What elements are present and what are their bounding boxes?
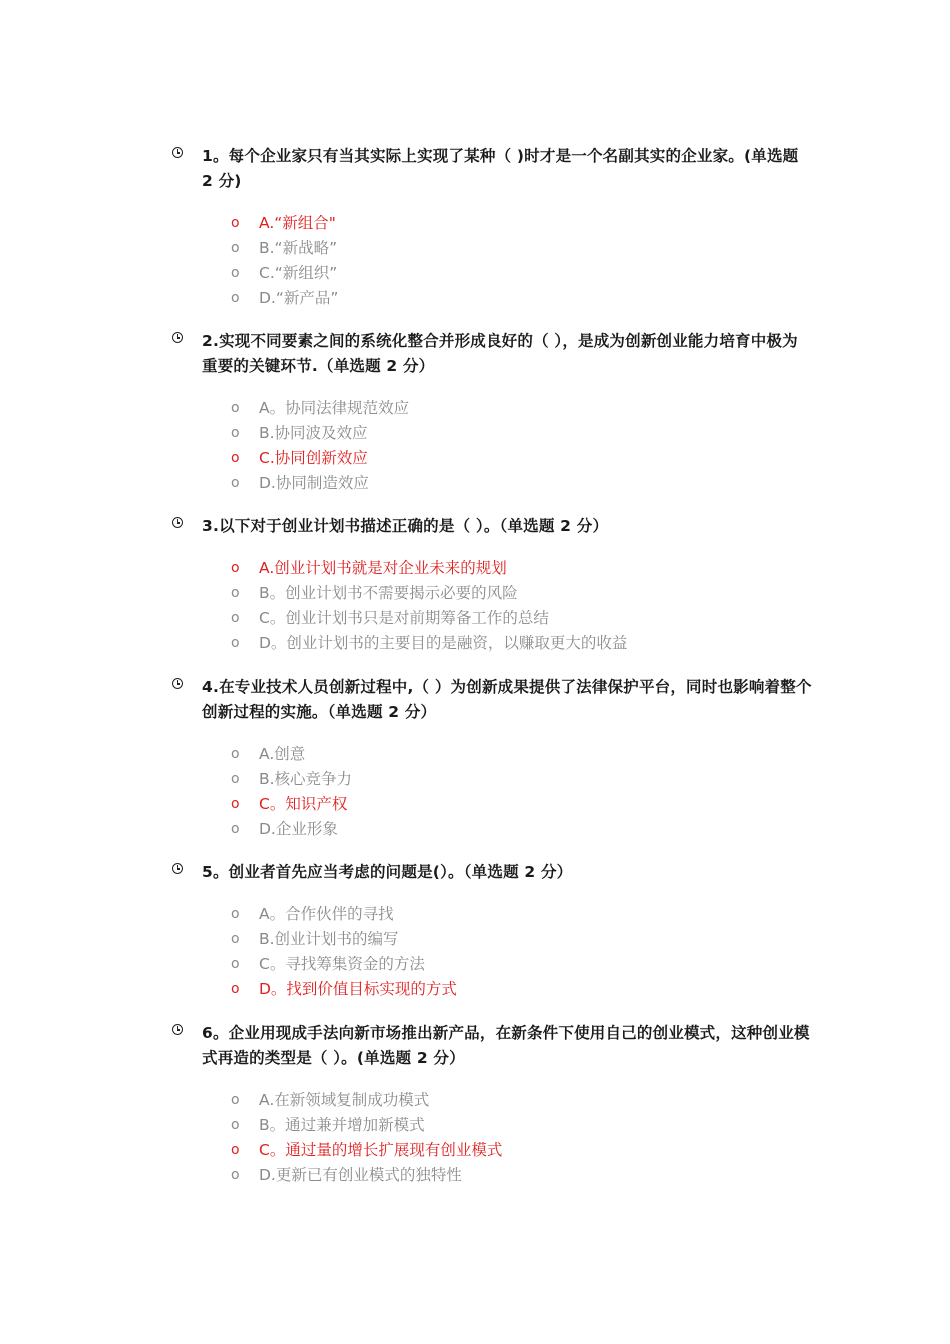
question-title: 4.在专业技术人员创新过程中,（ ）为创新成果提供了法律保护平台，同时也影响着整个创新过程的实施。（单选题 2 分） (202, 678, 812, 721)
question-title: 6。企业用现成手法向新市场推出新产品，在新条件下使用自己的创业模式，这种创业模式再造的类型是（ ）。(单选题 2 分） (202, 1024, 810, 1067)
option-label: A。合作伙伴的寻找 (259, 905, 394, 923)
bullet-icon: o (231, 906, 240, 922)
clock-icon (172, 147, 183, 158)
option-list (172, 902, 812, 1002)
option-c[interactable] (172, 446, 812, 471)
option-b[interactable] (172, 767, 812, 792)
option-c[interactable] (172, 1138, 812, 1163)
bullet-icon: o (231, 981, 240, 997)
option-c[interactable] (172, 952, 812, 977)
option-label: C。寻找筹集资金的方法 (259, 955, 425, 973)
option-label: B.“新战略” (259, 239, 338, 257)
option-list (172, 556, 812, 656)
question-header (172, 1021, 812, 1071)
bullet-icon: o (231, 450, 240, 466)
question-header (172, 860, 812, 885)
bullet-icon: o (231, 746, 240, 762)
bullet-icon: o (231, 290, 240, 306)
bullet-icon: o (231, 956, 240, 972)
question-title: 5。创业者首先应当考虑的问题是(）。（单选题 2 分） (202, 863, 573, 881)
option-label: B.创业计划书的编写 (259, 930, 399, 948)
clock-icon (172, 332, 183, 343)
question-6 (172, 1021, 812, 1188)
option-c[interactable] (172, 606, 812, 631)
option-label: A.创意 (259, 745, 306, 763)
option-b[interactable] (172, 581, 812, 606)
option-a[interactable] (172, 902, 812, 927)
option-label: A.“新组合" (259, 214, 336, 232)
question-header (172, 144, 812, 194)
option-label: B。创业计划书不需要揭示必要的风险 (259, 584, 518, 602)
option-label: D.协同制造效应 (259, 474, 369, 492)
option-d[interactable] (172, 817, 812, 842)
option-d[interactable] (172, 286, 812, 311)
option-a[interactable] (172, 396, 812, 421)
option-label: D.更新已有创业模式的独特性 (259, 1166, 462, 1184)
option-d[interactable] (172, 977, 812, 1002)
option-list (172, 211, 812, 311)
option-label: C。创业计划书只是对前期筹备工作的总结 (259, 609, 549, 627)
question-4 (172, 675, 812, 842)
bullet-icon: o (231, 771, 240, 787)
bullet-icon: o (231, 215, 240, 231)
question-header (172, 514, 812, 539)
option-c[interactable] (172, 261, 812, 286)
option-label: A.创业计划书就是对企业未来的规划 (259, 559, 507, 577)
bullet-icon: o (231, 585, 240, 601)
option-label: D。找到价值目标实现的方式 (259, 980, 457, 998)
clock-icon (172, 1024, 183, 1035)
option-b[interactable] (172, 927, 812, 952)
option-label: B.协同波及效应 (259, 424, 368, 442)
option-a[interactable] (172, 211, 812, 236)
option-b[interactable] (172, 236, 812, 261)
option-label: D.企业形象 (259, 820, 338, 838)
bullet-icon: o (231, 400, 240, 416)
bullet-icon: o (231, 1092, 240, 1108)
bullet-icon: o (231, 821, 240, 837)
option-label: D.“新产品” (259, 289, 339, 307)
option-d[interactable] (172, 1163, 812, 1188)
bullet-icon: o (231, 1167, 240, 1183)
option-d[interactable] (172, 631, 812, 656)
option-a[interactable] (172, 556, 812, 581)
bullet-icon: o (231, 240, 240, 256)
bullet-icon: o (231, 796, 240, 812)
option-a[interactable] (172, 742, 812, 767)
bullet-icon: o (231, 475, 240, 491)
clock-icon (172, 863, 183, 874)
bullet-icon: o (231, 265, 240, 281)
option-label: C.协同创新效应 (259, 449, 368, 467)
option-label: B。通过兼并增加新模式 (259, 1116, 425, 1134)
question-2 (172, 329, 812, 496)
option-a[interactable] (172, 1088, 812, 1113)
clock-icon (172, 517, 183, 528)
bullet-icon: o (231, 610, 240, 626)
option-label: A.在新领域复制成功模式 (259, 1091, 430, 1109)
option-list (172, 396, 812, 496)
option-list (172, 1088, 812, 1188)
option-c[interactable] (172, 792, 812, 817)
question-title: 1。每个企业家只有当其实际上实现了某种（ )时才是一个名副其实的企业家。(单选题 2 分) (202, 147, 799, 190)
option-label: C.“新组织” (259, 264, 338, 282)
option-b[interactable] (172, 1113, 812, 1138)
question-title: 2.实现不同要素之间的系统化整合并形成良好的（ ），是成为创新创业能力培育中极为重要的关键环节.（单选题 2 分） (202, 332, 798, 375)
question-1 (172, 144, 812, 311)
option-label: C。通过量的增长扩展现有创业模式 (259, 1141, 503, 1159)
option-label: D。创业计划书的主要目的是融资，以赚取更大的收益 (259, 634, 628, 652)
question-title: 3.以下对于创业计划书描述正确的是（ ）。（单选题 2 分） (202, 517, 609, 535)
clock-icon (172, 678, 183, 689)
option-list (172, 742, 812, 842)
bullet-icon: o (231, 635, 240, 651)
option-b[interactable] (172, 421, 812, 446)
bullet-icon: o (231, 931, 240, 947)
bullet-icon: o (231, 1117, 240, 1133)
bullet-icon: o (231, 425, 240, 441)
question-header (172, 675, 812, 725)
question-5 (172, 860, 812, 1002)
question-header (172, 329, 812, 379)
bullet-icon: o (231, 560, 240, 576)
option-label: C。知识产权 (259, 795, 348, 813)
bullet-icon: o (231, 1142, 240, 1158)
question-3 (172, 514, 812, 656)
option-d[interactable] (172, 471, 812, 496)
option-label: A。协同法律规范效应 (259, 399, 410, 417)
option-label: B.核心竞争力 (259, 770, 353, 788)
